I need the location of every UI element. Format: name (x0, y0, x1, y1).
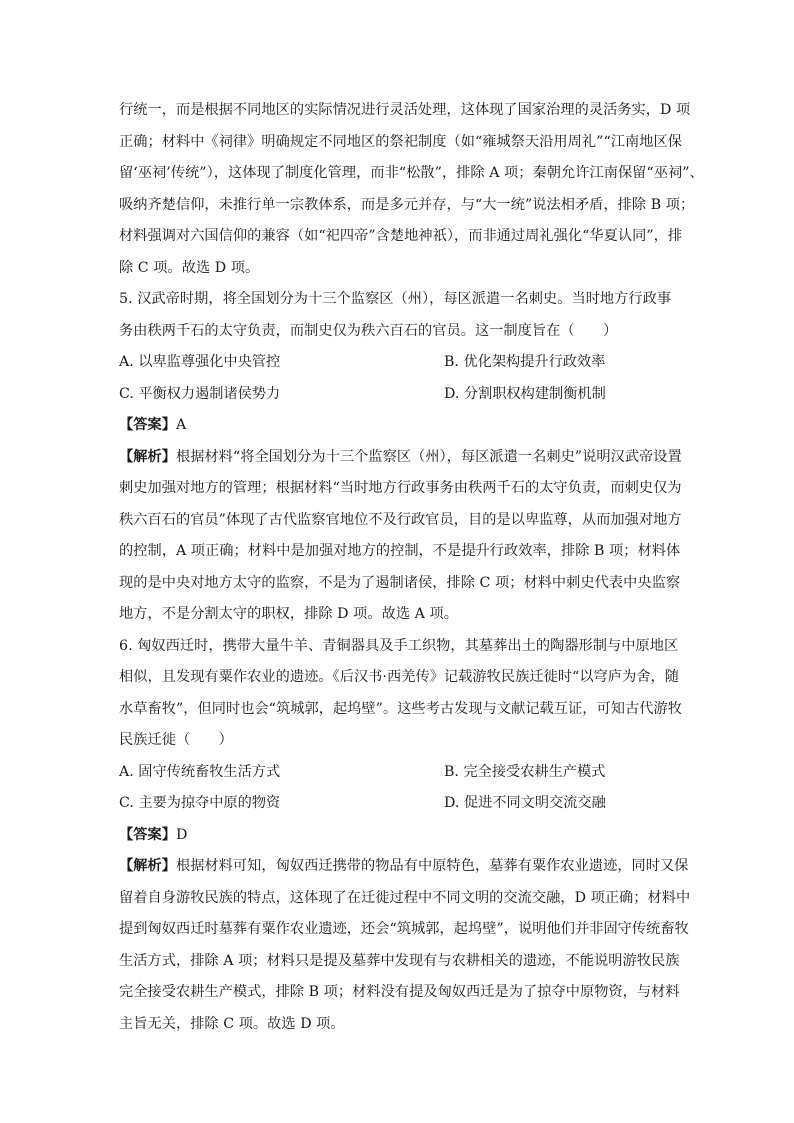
answer-label: 【答案】 (119, 417, 176, 433)
analysis-line: 留着自身游牧民族的特点，这体现了在迁徙过程中不同文明的交流交融，D 项正确；材料中 (119, 889, 691, 906)
analysis-text: 根据材料可知，匈奴西迁携带的物品有中原特色，墓葬有粟作农业遗迹，同时又保 (175, 858, 689, 874)
analysis-line: 的控制，A 项正确；材料中是加强对地方的控制，不是提升行政效率，排除 B 项；材料体 (119, 543, 681, 559)
option-row (119, 788, 679, 820)
answer-value: A (175, 417, 187, 433)
analysis-line: 现的是中央对地方太守的监察，不是为了遏制诸侯，排除 C 项；材料中刺史代表中央监察 (119, 574, 681, 591)
text-line: 正确；材料中《祠律》明确规定不同地区的祭祀制度（如“雍城祭天沿用周礼”“江南地区保 (119, 133, 682, 150)
analysis-text: 根据材料“将全国划分为十三个监察区（州），每区派遣一名刺史”说明汉武帝设置 (175, 448, 682, 465)
question-stem-line: 务由秩两千石的太守负责，而制史仅为秩六百石的官员。这一制度旨在（ ） (119, 322, 618, 339)
analysis-line: 地方，不是分割太守的职权，排除 D 项。故选 A 项。 (119, 606, 458, 622)
text-line: 除 C 项。故选 D 项。 (119, 259, 260, 276)
option-row (119, 347, 679, 379)
answer-value: D (175, 826, 188, 843)
text-line: 留‘巫祠’传统”），这体现了制度化管理，而非“松散”，排除 A 项；秦朝允许江南保留“巫祠”、 (119, 165, 704, 181)
analysis-line: 完全接受农耕生产模式，排除 B 项；材料没有提及匈奴西迁是为了掠夺中原物资，与材料 (119, 984, 680, 1000)
analysis-label: 【解析】 (119, 858, 176, 874)
question-stem-line: 民族迁徙（ ） (119, 732, 233, 748)
question-6 (119, 631, 691, 1041)
analysis-label: 【解析】 (119, 448, 176, 465)
document-page (119, 95, 704, 1040)
question-stem-line: 6. 匈奴西迁时，携带大量牛羊、青铜器具及手工织物，其墓葬出土的陶器形制与中原地区 (119, 637, 679, 654)
analysis-line (119, 442, 682, 474)
question-stem-line: 水草畜牧”，但同时也会“筑城郭，起坞壁”。这些考古发现与文献记载互证，可知古代游牧 (119, 700, 682, 717)
text-line: 材料强调对六国信仰的兼容（如“祀四帝”含楚地神祇），而非通过周礼强化“华夏认同”，排 (119, 228, 683, 244)
answer-label: 【答案】 (119, 826, 176, 843)
text-line: 吸纳齐楚信仰，未推行单一宗教体系，而是多元并存，与“大一统”说法相矛盾，排除 B 项； (119, 196, 695, 213)
option-c: C. 平衡权力遏制诸侯势力 (119, 385, 281, 402)
option-a: A. 固守传统畜牧生活方式 (119, 763, 281, 780)
option-c: C. 主要为掠夺中原的物资 (119, 795, 281, 811)
option-d: D. 分割职权构建制衡机制 (444, 385, 606, 402)
analysis-line: 刺史加强对地方的管理；根据材料“当时地方行政事务由秩两千石的太守负责，而刺史仅为 (119, 480, 682, 496)
analysis-line: 秩六百石的官员”体现了古代监察官地位不及行政官员，目的是以卑监尊，从而加强对地方 (119, 511, 682, 528)
question-stem-line: 相似，且发现有粟作农业的遗迹。《后汉书·西羌传》记载游牧民族迁徙时“以穹庐为舍，随 (119, 669, 680, 685)
analysis-line: 提到匈奴西迁时墓葬有粟作农业遗迹，还会“筑城郭，起坞壁”，说明他们并非固守传统畜牧 (119, 921, 689, 937)
analysis-line: 主旨无关，排除 C 项。故选 D 项。 (119, 1015, 345, 1032)
option-b: B. 优化架构提升行政效率 (444, 354, 606, 370)
q4-analysis-continuation (119, 95, 704, 284)
option-b: B. 完全接受农耕生产模式 (444, 763, 606, 780)
option-d: D. 促进不同文明交流交融 (444, 795, 606, 811)
option-a: A. 以卑监尊强化中央管控 (119, 354, 281, 370)
answer-line (119, 820, 679, 852)
analysis-line: 生活方式，排除 A 项；材料只是提及墓葬中发现有与农耕相关的遗迹，不能说明游牧民族 (119, 952, 680, 969)
text-line: 行统一，而是根据不同地区的实际情况进行灵活处理，这体现了国家治理的灵活务实，D 项 (119, 102, 691, 118)
option-row (119, 757, 679, 789)
answer-line (119, 410, 679, 442)
question-stem-line: 5. 汉武帝时期，将全国划分为十三个监察区（州），每区派遣一名刺史。当时地方行政事 (119, 291, 672, 307)
question-5 (119, 284, 682, 631)
analysis-line (119, 851, 689, 883)
option-row (119, 379, 679, 411)
